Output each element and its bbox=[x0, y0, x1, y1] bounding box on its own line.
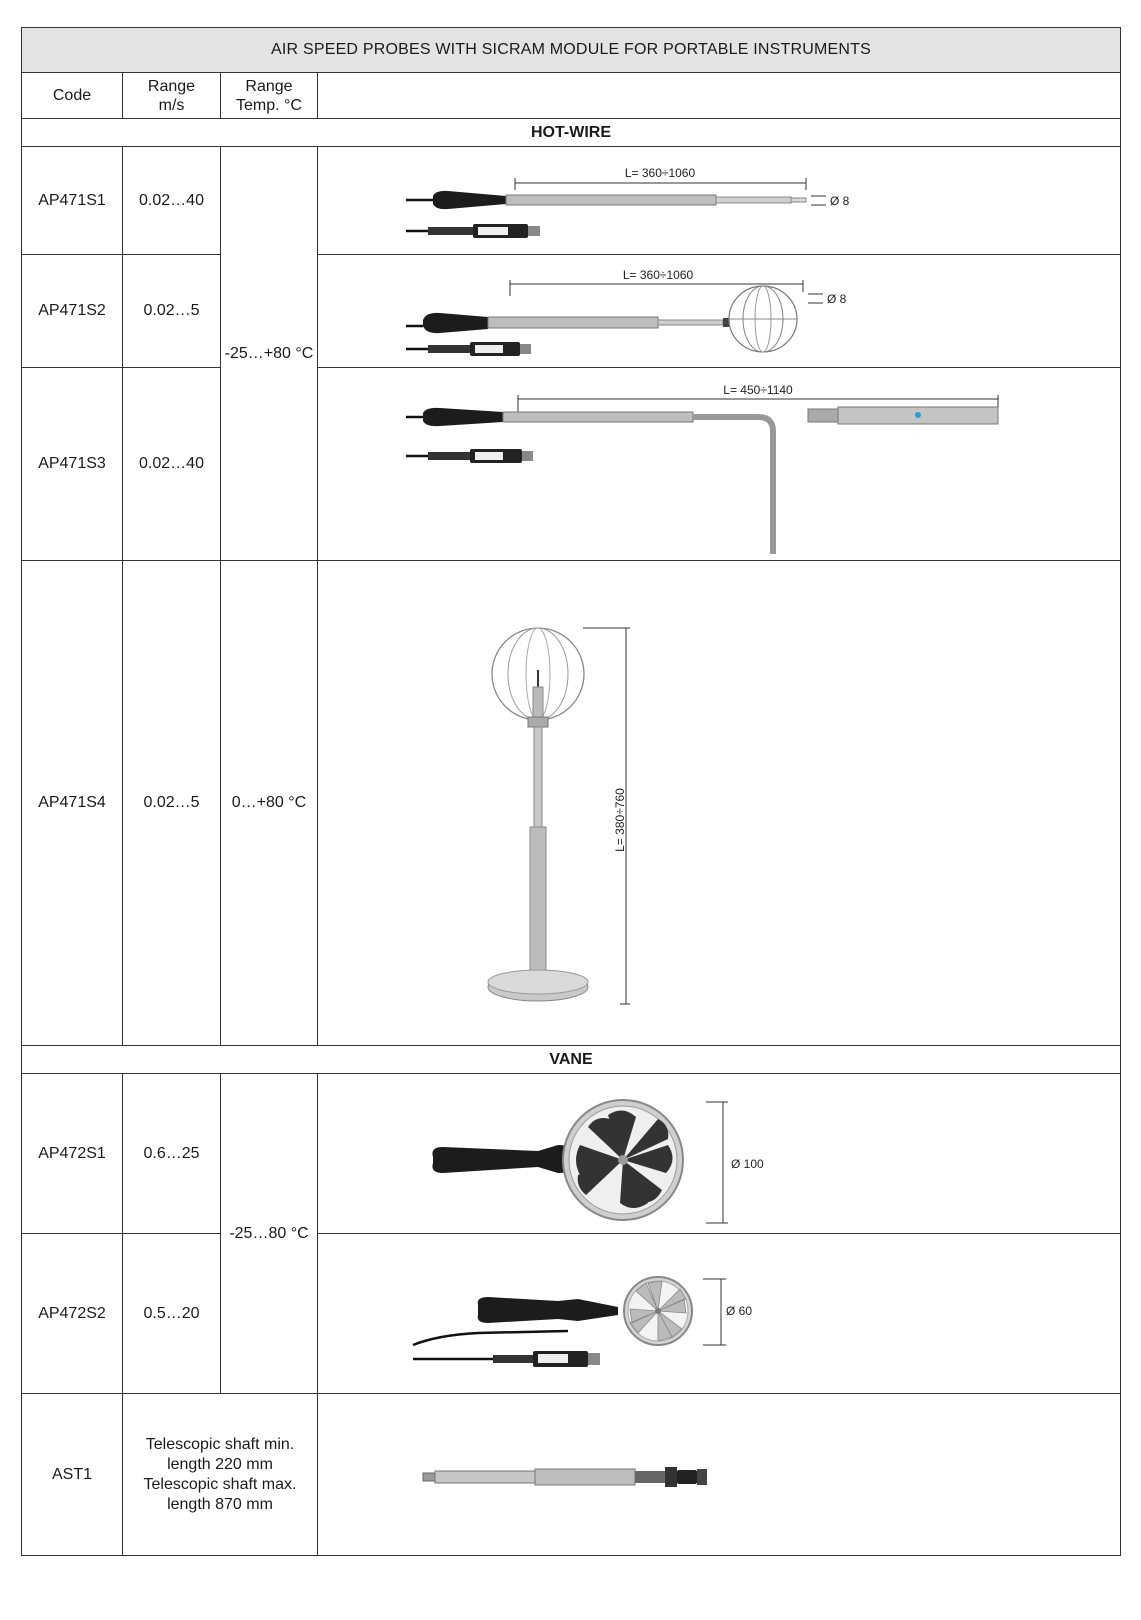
dim-length-label: L= 360÷1060 bbox=[624, 165, 696, 180]
range-ap472s1: 0.6…25 bbox=[123, 1074, 221, 1234]
header-range-temp: Range Temp. °C bbox=[221, 73, 318, 119]
dimension-diameter bbox=[808, 292, 847, 306]
vane-wheel-icon bbox=[413, 1277, 692, 1345]
dimension-diameter bbox=[811, 194, 850, 208]
probe-handle-icon bbox=[406, 190, 806, 208]
range-ap471s4: 0.02…5 bbox=[123, 561, 221, 1046]
header-range-ms: Range m/s bbox=[123, 73, 221, 119]
code-ap471s4: AP471S4 bbox=[22, 561, 123, 1046]
dimension-diameter bbox=[706, 1102, 764, 1223]
code-ast1: AST1 bbox=[22, 1394, 123, 1556]
telescopic-shaft-icon bbox=[423, 1467, 707, 1487]
sicram-module-icon bbox=[413, 1351, 600, 1367]
table-title: AIR SPEED PROBES WITH SICRAM MODULE FOR PORTABLE INSTRUMENTS bbox=[22, 28, 1121, 73]
code-ap472s2: AP472S2 bbox=[22, 1234, 123, 1394]
code-ap471s3: AP471S3 bbox=[22, 368, 123, 561]
dim-diameter-label: Ø 60 bbox=[726, 1303, 753, 1318]
code-ap471s2: AP471S2 bbox=[22, 255, 123, 368]
section-hotwire: HOT-WIRE bbox=[22, 119, 1121, 147]
section-vane: VANE bbox=[22, 1046, 1121, 1074]
dim-length-label: L= 380÷760 bbox=[613, 787, 627, 852]
dim-diameter-label: Ø 8 bbox=[827, 291, 847, 306]
sphere-probe-icon bbox=[488, 628, 588, 1001]
header-image bbox=[318, 73, 1121, 119]
dim-length-label: L= 360÷1060 bbox=[622, 267, 694, 282]
header-code: Code bbox=[22, 73, 123, 119]
image-ap471s2 bbox=[318, 255, 1121, 368]
image-ap471s4 bbox=[318, 561, 1121, 1046]
probe-table bbox=[21, 27, 1121, 1556]
range-ap472s2: 0.5…20 bbox=[123, 1234, 221, 1394]
desc-ast1: Telescopic shaft min. length 220 mm Telescopic shaft max. length 870 mm bbox=[123, 1394, 318, 1556]
sicram-module-icon bbox=[406, 449, 533, 463]
dim-diameter-label: Ø 100 bbox=[731, 1156, 764, 1171]
range-ap471s3: 0.02…40 bbox=[123, 368, 221, 561]
dimension-length-line bbox=[583, 628, 630, 1004]
temp-ap471s4: 0…+80 °C bbox=[221, 561, 318, 1046]
probe-handle-icon bbox=[406, 407, 998, 554]
code-ap472s1: AP472S1 bbox=[22, 1074, 123, 1234]
range-ap471s2: 0.02…5 bbox=[123, 255, 221, 368]
dimension-length-line bbox=[515, 166, 806, 190]
image-ast1 bbox=[318, 1394, 1121, 1556]
dimension-length-line bbox=[510, 268, 803, 296]
dimension-diameter bbox=[703, 1279, 752, 1345]
image-ap471s1 bbox=[318, 147, 1121, 255]
sicram-module-icon bbox=[406, 224, 540, 238]
dim-length-label: L= 450÷1140 bbox=[723, 382, 793, 397]
code-ap471s1: AP471S1 bbox=[22, 147, 123, 255]
vane-wheel-icon bbox=[432, 1100, 683, 1220]
sphere-probe-icon bbox=[729, 286, 797, 352]
image-ap472s2 bbox=[318, 1234, 1121, 1394]
image-ap472s1 bbox=[318, 1074, 1121, 1234]
probe-handle-icon bbox=[406, 312, 729, 332]
image-ap471s3 bbox=[318, 368, 1121, 561]
temp-hotwire-group: -25…+80 °C bbox=[221, 147, 318, 561]
sicram-module-icon bbox=[406, 342, 531, 356]
temp-vane-group: -25…80 °C bbox=[221, 1074, 318, 1394]
dim-diameter-label: Ø 8 bbox=[830, 193, 850, 208]
range-ap471s1: 0.02…40 bbox=[123, 147, 221, 255]
